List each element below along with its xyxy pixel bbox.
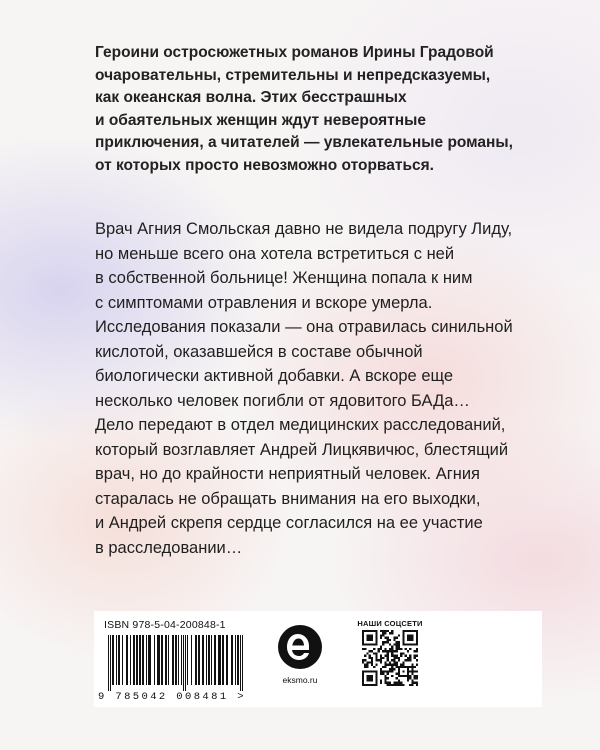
tagline-line: от которых просто невозможно оторваться. (95, 156, 434, 174)
eksmo-logo-icon (276, 623, 324, 671)
publisher-site: eksmo.ru (282, 675, 318, 685)
description-line: и Андрей скрепя сердце согласился на ее участие (95, 514, 483, 532)
tagline-line: и обаятельных женщин ждут невероятные (95, 111, 426, 129)
tagline-line: очаровательны, стремительны и непредсказуемы, (95, 66, 491, 84)
description-line: несколько человек погибли от ядовитого БАДа… (95, 391, 470, 410)
description-line: врач, но до крайности неприятный человек. Агния (95, 465, 480, 483)
barcode-digits: 9 785042 008481 > (98, 691, 246, 703)
barcode-icon (108, 635, 248, 691)
isbn-label: ISBN 978-5-04-200848-1 (104, 619, 226, 631)
description-line: кислотой, оказавшейся в составе обычной (95, 342, 423, 361)
description-line: в расследовании… (95, 538, 243, 557)
publisher-info-box (94, 611, 542, 707)
description-line: с симптомами отравления и вскоре умерла. (95, 293, 433, 312)
description-line: в собственной больнице! Женщина попала к ним (95, 269, 473, 287)
description-line: старалась не обращать внимания на его выходки, (95, 489, 481, 508)
description-line: биологически активной добавки. А вскоре еще (95, 367, 454, 385)
qr-code-icon (362, 630, 418, 686)
tagline-line: как океанская волна. Этих бесстрашных (95, 89, 407, 107)
description-line: Исследования показали — она отравилась синильной (95, 318, 513, 336)
tagline-line: Героини остросюжетных романов Ирины Градовой (95, 44, 494, 61)
description-line: Дело передают в отдел медицинских расследований, (95, 416, 506, 434)
qr-label: НАШИ СОЦСЕТИ (357, 619, 423, 628)
description-line: который возглавляет Андрей Лицкявичюс, блестящий (95, 440, 509, 459)
tagline-line: приключения, а читателей — увлекательные романы, (95, 134, 513, 152)
series-tagline (95, 42, 535, 178)
description-line: Врач Агния Смольская давно не видела подругу Лиду, (95, 220, 513, 238)
description-line: но меньше всего она хотела встретиться с ней (95, 244, 455, 263)
book-description (95, 217, 535, 560)
